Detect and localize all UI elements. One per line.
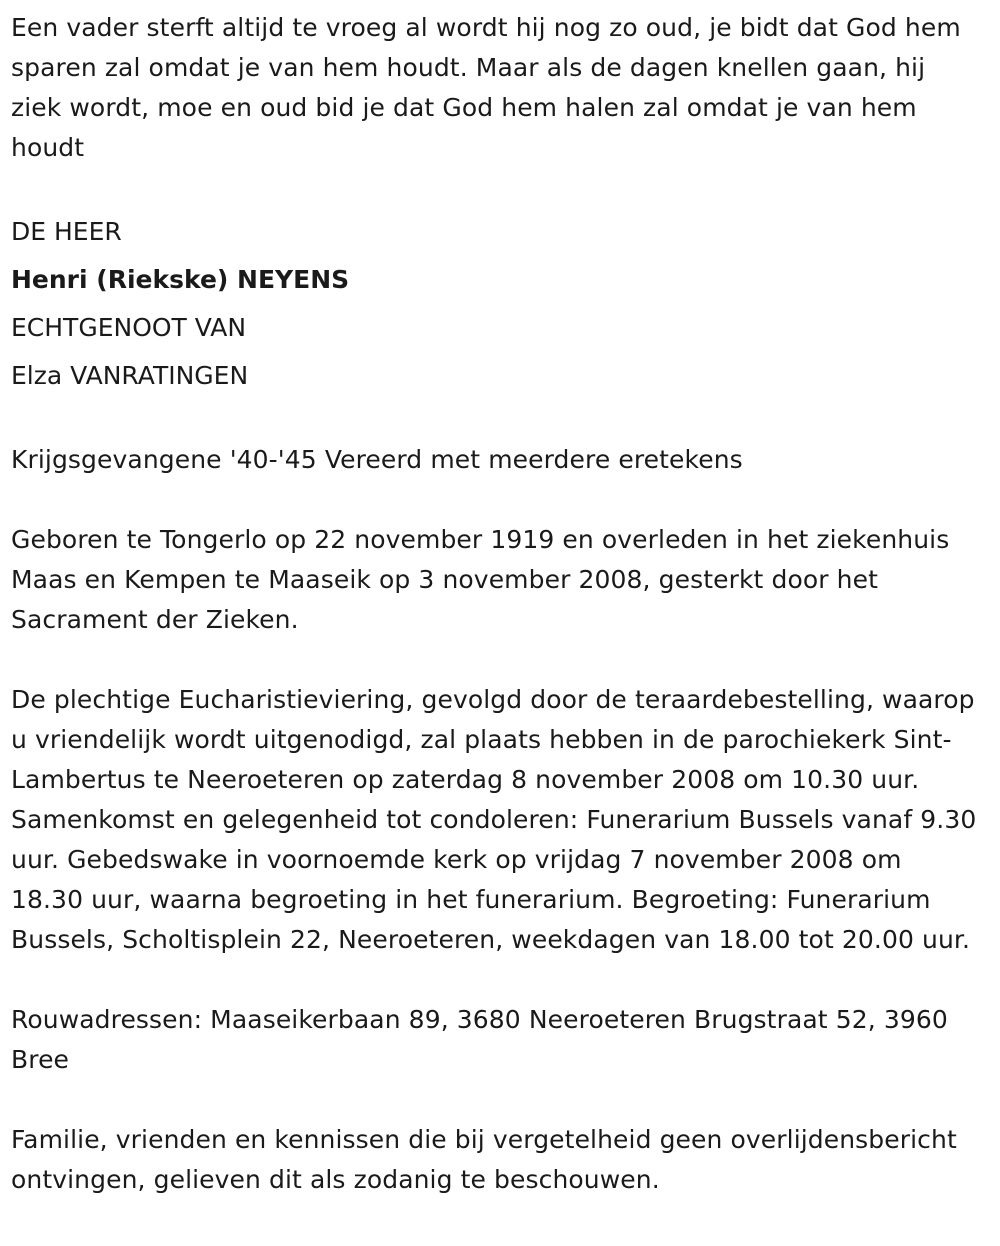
heading-block xyxy=(11,208,978,400)
deceased-name: Henri (Riekske) NEYENS xyxy=(11,265,350,294)
birth-death-paragraph: Geboren te Tongerlo op 22 november 1919 en overleden in het ziekenhuis Maas en Kempen te Maaseik op 3 november 2008, gesterkt door het Sacrament der Zieken. xyxy=(11,525,950,634)
closing-paragraph: Familie, vrienden en kennissen die bij vergetelheid geen overlijdensbericht ontvingen, gelieven dit als zodanig te beschouwen. xyxy=(11,1125,957,1194)
ceremony-paragraph: De plechtige Eucharistieviering, gevolgd door de teraardebestelling, waarop u vriendelijk wordt uitgenodigd, zal plaats hebben in de parochiekerk Sint-Lambertus te Neeroeteren op zaterdag 8 november 2008 om 10.30 uur. Samenkomst en gelegenheid tot condoleren: Funerarium Bussels vanaf 9.30 uur. Gebedswake in voornoemde kerk op vrijdag 7 november 2008 om 18.30 uur, waarna begroeting in het funerarium. Begroeting: Funerarium Bussels, Scholtisplein 22, Neeroeteren, weekdagen van 18.00 tot 20.00 uur. xyxy=(11,685,977,954)
spouse-name: Elza VANRATINGEN xyxy=(11,361,249,390)
honors-paragraph: Krijgsgevangene '40-'45 Vereerd met meerdere eretekens xyxy=(11,445,743,474)
addresses-paragraph: Rouwadressen: Maaseikerbaan 89, 3680 Neeroeteren Brugstraat 52, 3960 Bree xyxy=(11,1005,948,1074)
poem-paragraph: Een vader sterft altijd te vroeg al wordt hij nog zo oud, je bidt dat God hem sparen zal omdat je van hem houdt. Maar als de dagen knellen gaan, hij ziek wordt, moe en oud bid je dat God hem halen zal omdat je van hem houdt xyxy=(11,13,961,162)
title-line: DE HEER xyxy=(11,217,122,246)
spouse-label: ECHTGENOOT VAN xyxy=(11,313,247,342)
